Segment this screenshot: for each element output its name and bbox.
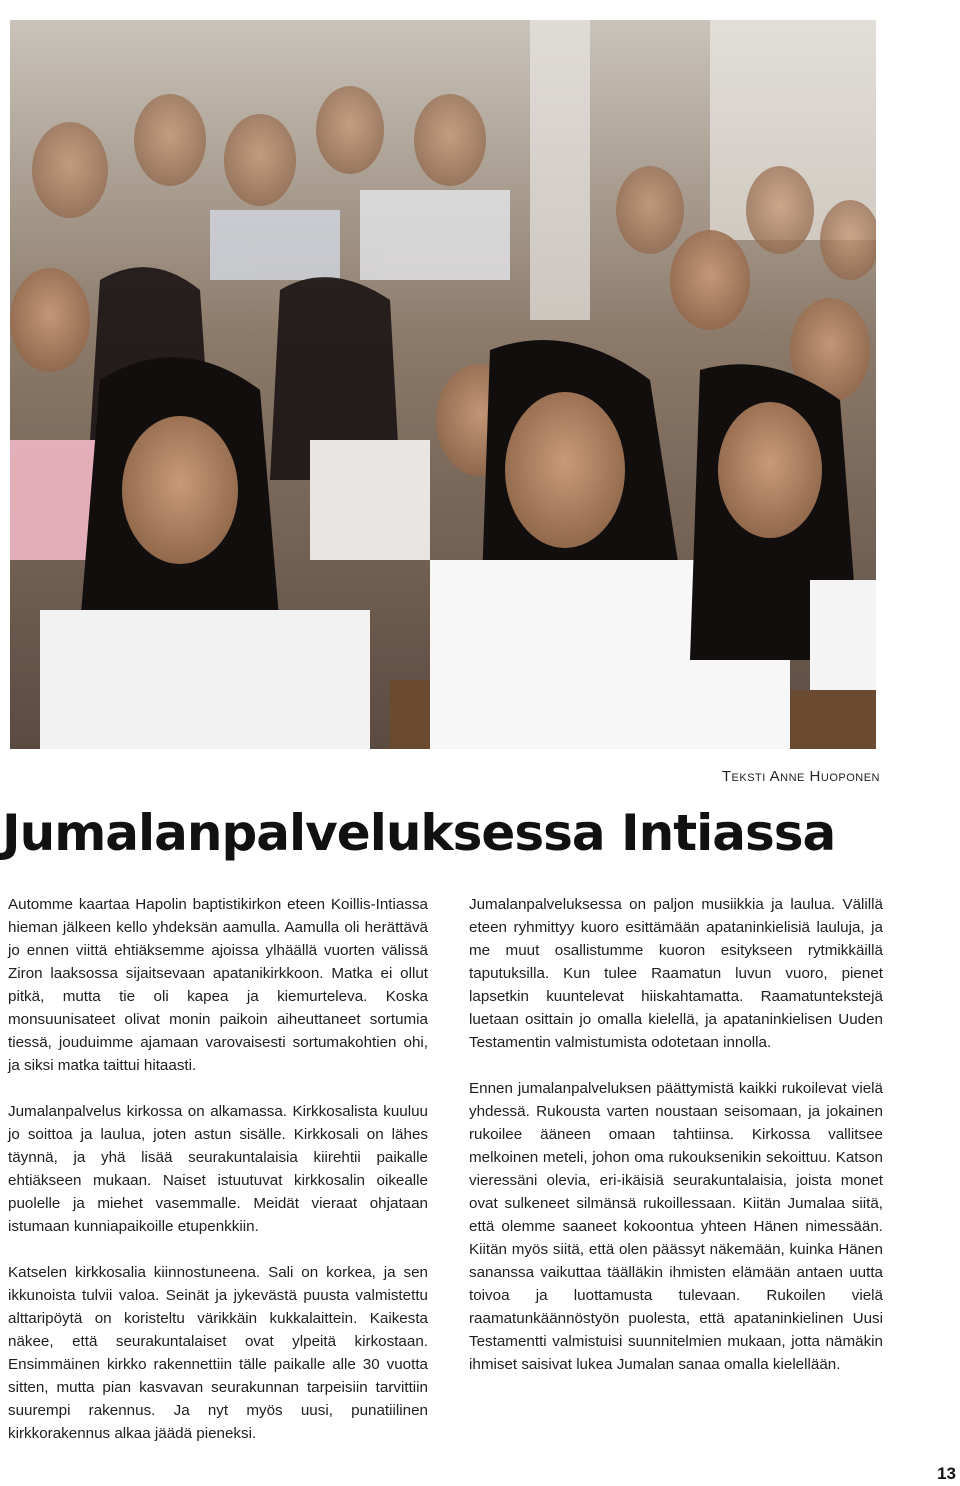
paragraph: Jumalanpalvelus kirkossa on alkamassa. Kirkkosalista kuuluu jo soittoa ja laulua, joten astun sisälle. Kirkkosali on lähes täynnä, ja yhä lisää seurakuntalaisia kiirehtii paikalle ehtiäkseen mukaan. Naiset istuutuvat kirkkosalin oikealle puolelle ja miehet vasemmalle. Meidät vieraat ohjataan istumaan kunniapaikoille etupenkkiin. [8,1103,428,1235]
article-column-left [8,893,428,1468]
paragraph: Jumalanpalveluksessa on paljon musiikkia ja laulua. Välillä eteen ryhmittyy kuoro esittämään apataninkielisiä lauluja, ja me muut osallistumme kuoron esitykseen rytmikkäillä taputuksilla. Kun tulee Raamatun luvun vuoro, pienet lapsetkin kuuntelevat hiiskahtamatta. Raamatuntekstejä luetaan osittain jo omalla kielellä, ja apataninkielisen Uuden Testamentin valmistumista odotetaan innolla. [469,896,883,1051]
article-column-right [469,893,883,1399]
paragraph: Katselen kirkkosalia kiinnostuneena. Sali on korkea, ja sen ikkunoista tulvii valoa. Seinät ja jykevästä puusta valmistettu alttaripöytä on koristeltu värikkäin kukkalaittein. Kaikesta näkee, että seurakuntalaiset ovat ylpeitä kirkostaan. Ensimmäinen kirkko rakennettiin tälle paikalle alle 30 vuotta sitten, mutta pian kasvavan seurakunnan tarpeisiin tarvittiin suurempi rakennus. Ja nyt myös uusi, punatiilinen kirkkorakennus alkaa jäädä pieneksi. [8,1264,428,1442]
paragraph: Automme kaartaa Hapolin baptistikirkon eteen Koillis-Intiassa hieman jälkeen kello yhdeksän aamulla. Aamulla oli herättävä jo ennen viittä ehtiäksemme ajoissa ylhäällä vuorten välissä Ziron laaksossa sijaitsevaan apatanikirkkoon. Matka ei ollut pitkä, mutta tie oli kapea ja kiemurteleva. Koska monsuunisateet olivat monin paikoin aiheuttaneet sortumia tiessä, jouduimme ajamaan varovaisesti sortumakohtien ohi, ja siksi matka taittui hitaasti. [8,896,428,1074]
paragraph: Ennen jumalanpalveluksen päättymistä kaikki rukoilevat vielä yhdessä. Rukousta varten noustaan seisomaan, ja jokainen rukoilee ääneen omaan tahtiinsa. Kirkossa vallitsee melkoinen meteli, johon oma rukouksenikin sekoittuu. Katson vieressäni olevia, eri-ikäisiä seurakuntalaisia, joista monet ovat sulkeneet silmänsä rukoillessaan. Kiitän Jumalaa siitä, että olemme saaneet kokoontua yhteen Hänen nimessään. Kiitän myös siitä, että olen päässyt näkemään, kuinka Hänen sananssa vaikuttaa täälläkin ihmisten elämään antaen uutta toivoa ja luottamusta tulevaan. Rukoilen vielä raamatunkäännöstyön puolesta, että apataninkielinen Uusi Testamentti valmistuisi suunnitelmien mukaan, jotta nämäkin ihmiset saisivat lukea Jumalan sanaa omalla kielellään. [469,1080,883,1373]
congregation-photo [10,20,876,749]
byline: Teksti Anne Huoponen [721,768,880,785]
page-number: 13 [937,1464,956,1483]
article-headline: Jumalanpalveluksessa Intiassa [2,804,836,862]
